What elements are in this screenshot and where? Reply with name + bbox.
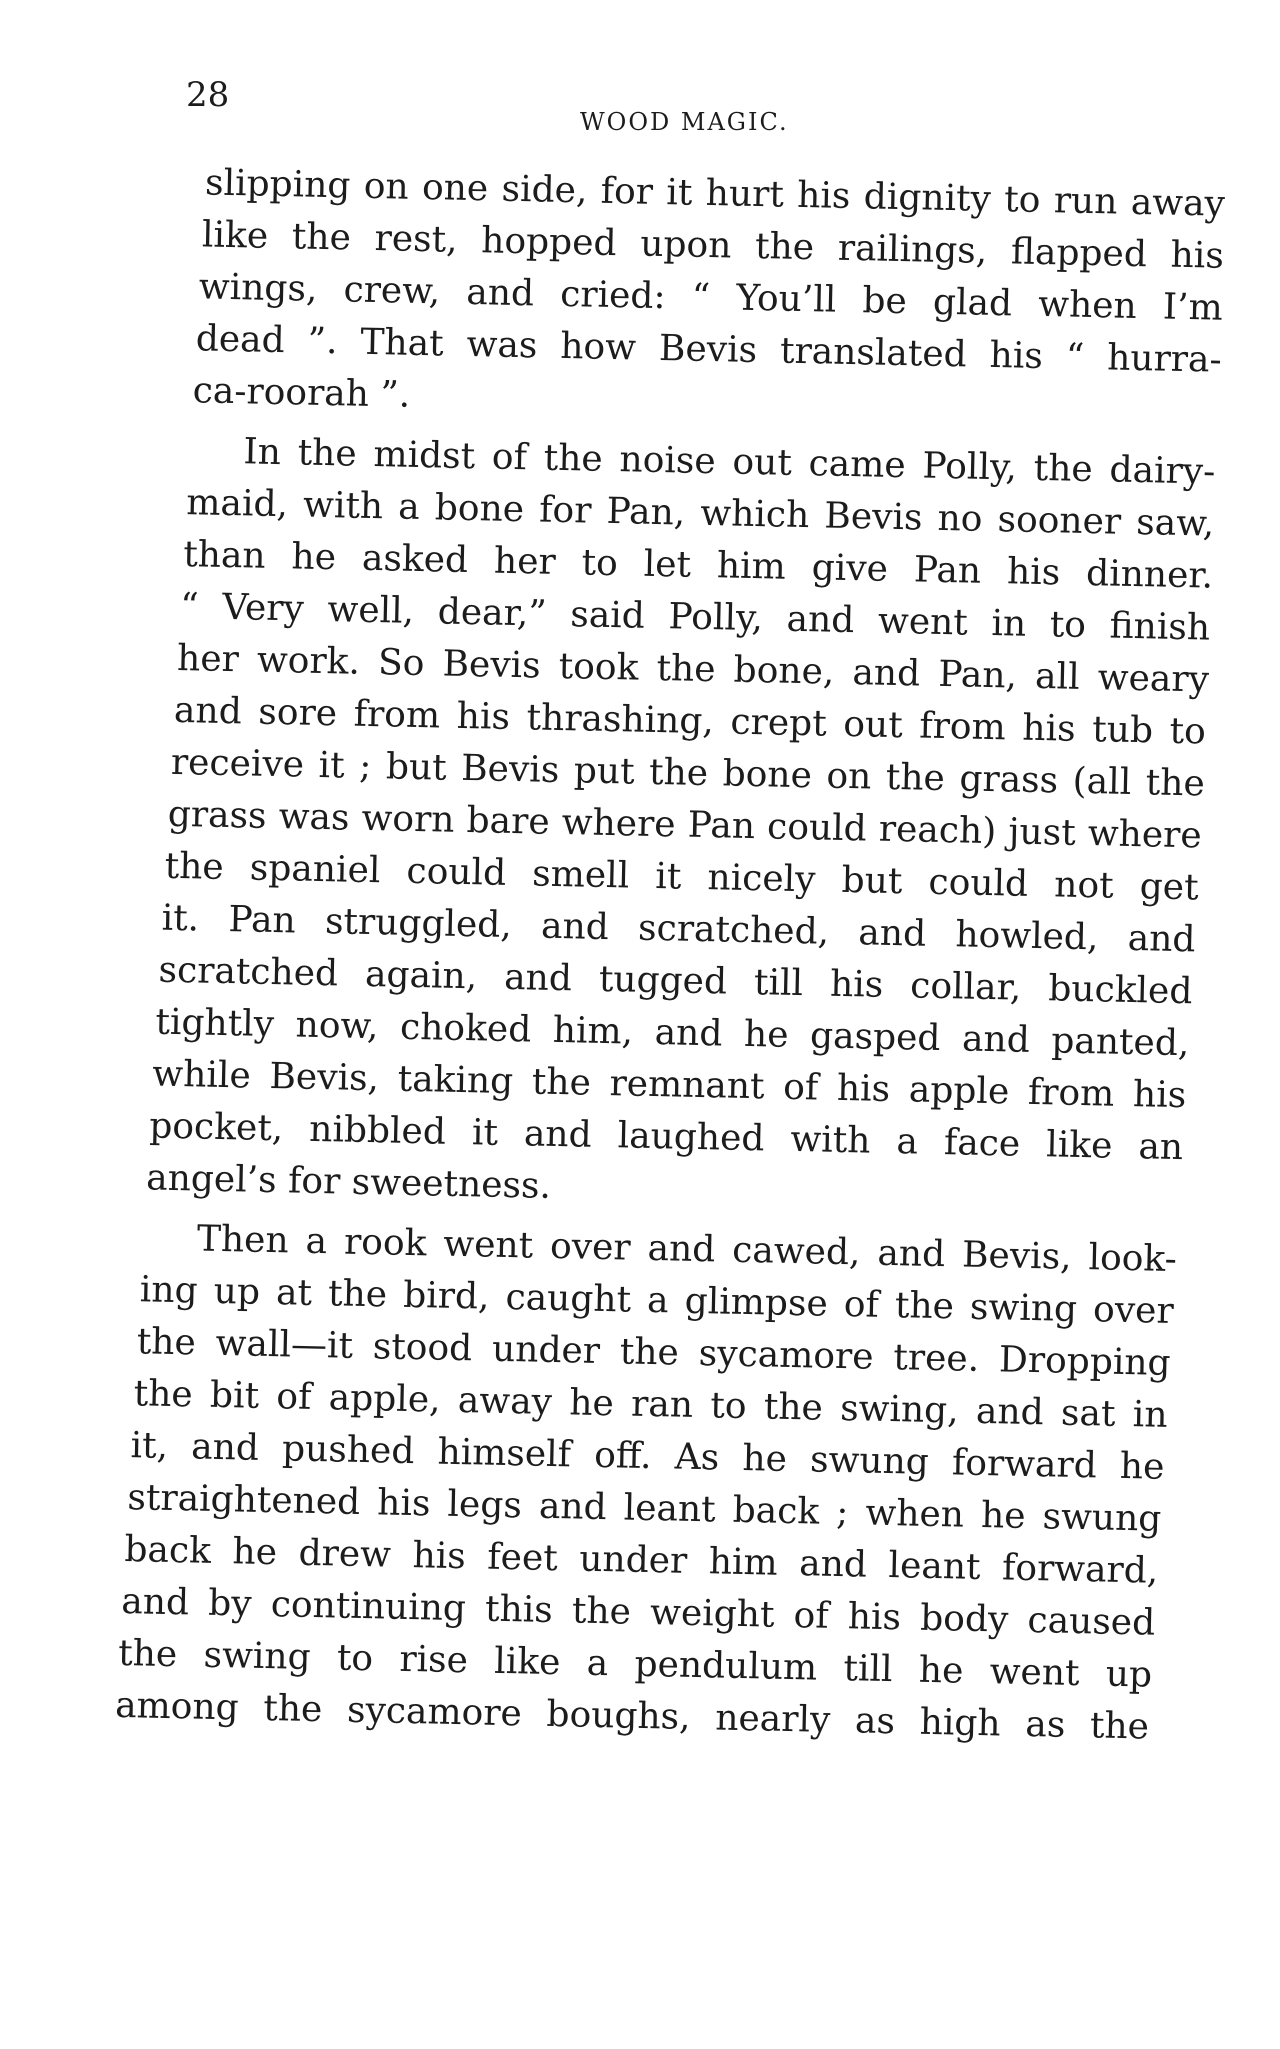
text-line: pocket, nibbled it and laughed with a face like an bbox=[148, 1105, 1184, 1169]
text-line: dead ”. That was how Bevis translated his “ hurra- bbox=[195, 318, 1223, 381]
text-line: maid, with a bone for Pan, which Bevis no sooner saw, bbox=[185, 482, 1215, 545]
text-line: among the sycamore boughs, nearly as high as the bbox=[114, 1684, 1150, 1748]
text-line: and sore from his thrashing, crept out from his tub to bbox=[173, 689, 1207, 753]
text-line: straightened his legs and leant back ; when he swung bbox=[127, 1477, 1162, 1540]
text-line: wings, crew, and cried: “ You’ll be glad when I’m bbox=[198, 266, 1224, 329]
text-line: her work. So Bevis took the bone, and Pan, all weary bbox=[176, 637, 1210, 701]
text-line: Then a rook went over and cawed, and Bevis, look- bbox=[196, 1218, 1178, 1281]
text-line: angel’s for sweetness. bbox=[145, 1157, 552, 1207]
text-line: “ Very well, dear,” said Polly, and went in to finish bbox=[179, 586, 1211, 649]
text-line: ing up at the bird, caught a glimpse of the swing over bbox=[139, 1269, 1175, 1332]
text-line: back he drew his feet under him and leant forward, bbox=[124, 1529, 1159, 1592]
text-line: it. Pan struggled, and scratched, and howled, and bbox=[161, 897, 1196, 961]
running-head: WOOD MAGIC. bbox=[580, 108, 789, 136]
text-line: the bit of apple, away he ran to the swing, and sat in bbox=[133, 1373, 1168, 1436]
text-line: grass was worn bare where Pan could reach) just where bbox=[167, 793, 1203, 857]
text-line: the swing to rise like a pendulum till he went up bbox=[117, 1632, 1153, 1696]
text-line: scratched again, and tugged till his collar, buckled bbox=[158, 949, 1193, 1013]
text-line: ca-roorah ”. bbox=[192, 370, 411, 416]
text-line: In the midst of the noise out came Polly, the dairy- bbox=[243, 431, 1216, 493]
text-line: slipping on one side, for it hurt his dignity to run away bbox=[204, 162, 1226, 225]
page-number: 28 bbox=[186, 75, 230, 115]
text-line: and by continuing this the weight of his body caused bbox=[120, 1580, 1156, 1644]
text-line: the spaniel could smell it nicely but could not get bbox=[164, 845, 1199, 909]
text-line: it, and pushed himself off. As he swung forward he bbox=[130, 1425, 1165, 1488]
text-line: than he asked her to let him give Pan his dinner. bbox=[182, 534, 1214, 597]
text-line: the wall—it stood under the sycamore tree. Dropping bbox=[136, 1321, 1172, 1384]
text-line: while Bevis, taking the remnant of his apple from his bbox=[151, 1053, 1187, 1117]
text-line: tightly now, choked him, and he gasped and panted, bbox=[155, 1001, 1190, 1065]
text-line: receive it ; but Bevis put the bone on the grass (all the bbox=[170, 741, 1206, 805]
text-line: like the rest, hopped upon the railings, flapped his bbox=[201, 214, 1225, 277]
